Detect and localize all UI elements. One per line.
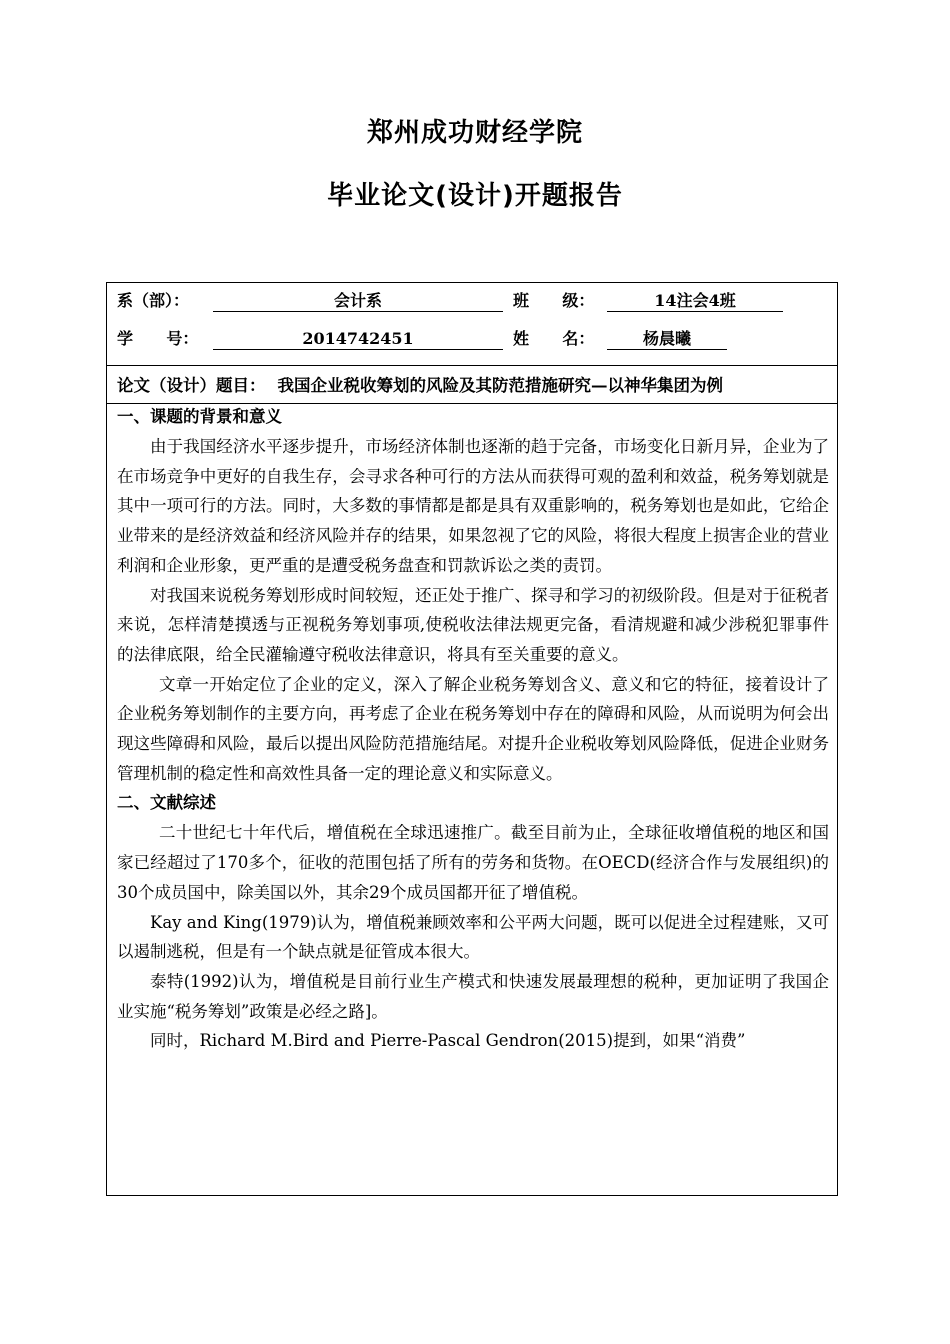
paragraph: 对我国来说税务筹划形成时间较短，还正处于推广、探寻和学习的初级阶段。但是对于征税者来说，怎样清楚摸透与正视税务筹划事项,使税收法律法规更完备，看清规避和减少涉税犯罪事件的法律底限，给全民灌输遵守税收法律意识，将具有至关重要的意义。 [117, 585, 829, 664]
thesis-subject [117, 373, 723, 399]
name-label: 姓 名： [513, 329, 595, 348]
divider [107, 365, 837, 366]
report-form [106, 282, 838, 1196]
college-title: 郑州成功财经学院 [366, 118, 583, 148]
student-id-value: 2014742451 [213, 327, 503, 350]
section-heading-background: 一、课题的背景和意义 [117, 407, 282, 426]
paragraph: 文章一开始定位了企业的定义，深入了解企业税务筹划含义、意义和它的特征，接着设计了企业税务筹划制作的主要方向，再考虑了企业在税务筹划中存在的障碍和风险，从而说明为何会出现这些障碍和风险，最后以提出风险防范措施结尾。对提升企业税收筹划风险降低，促进企业财务管理机制的稳定性和高效性具备一定的理论意义和实际意义。 [117, 674, 829, 783]
department-label: 系（部）： [117, 291, 190, 310]
report-title: 毕业论文(设计)开题报告 [327, 181, 623, 211]
report-body [117, 402, 829, 1056]
paragraph: 泰特(1992)认为，增值税是目前行业生产模式和快速发展最理想的税种，更加证明了我国企业实施“税务筹划”政策是必经之路]。 [117, 971, 829, 1021]
class-label: 班 级： [513, 291, 595, 310]
section-heading-literature: 二、文献综述 [117, 793, 216, 813]
department-value: 会计系 [213, 289, 503, 312]
subject-label: 论文（设计）题目： [117, 376, 266, 395]
paragraph: 同时，Richard M.Bird and Pierre-Pascal Gendron(2015)提到，如果“消费” [150, 1031, 746, 1051]
class-value: 14注会4班 [607, 289, 783, 312]
paragraph: 由于我国经济水平逐步提升，市场经济体制也逐渐的趋于完备，市场变化日新月异，企业为了在市场竞争中更好的自我生存，会寻求各种可行的方法从而获得可观的盈利和效益，税务筹划就是其中一项可行的方法。同时，大多数的事情都是都是具有双重影响的，税务筹划也是如此，它给企业带来的是经济效益和经济风险并存的结果，如果忽视了它的风险，将很大程度上损害企业的营业利润和企业形象，更严重的是遭受税务盘查和罚款诉讼之类的责罚。 [117, 437, 829, 575]
paragraph: 二十世纪七十年代后，增值税在全球迅速推广。截至目前为止，全球征收增值税的地区和国家已经超过了170多个，征收的范围包括了所有的劳务和货物。在OECD(经济合作与发展组织)的30个成员国中，除美国以外，其余29个成员国都开征了增值税。 [117, 823, 829, 902]
info-row-student [117, 327, 829, 351]
name-value: 杨晨曦 [607, 327, 727, 350]
student-id-label: 学 号： [117, 329, 199, 348]
paragraph: Kay and King(1979)认为，增值税兼顾效率和公平两大问题，既可以促进全过程建账，又可以遏制逃税，但是有一个缺点就是征管成本很大。 [117, 912, 829, 962]
info-row-department [117, 289, 829, 313]
subject-value: 我国企业税收筹划的风险及其防范措施研究—以神华集团为例 [277, 376, 723, 395]
